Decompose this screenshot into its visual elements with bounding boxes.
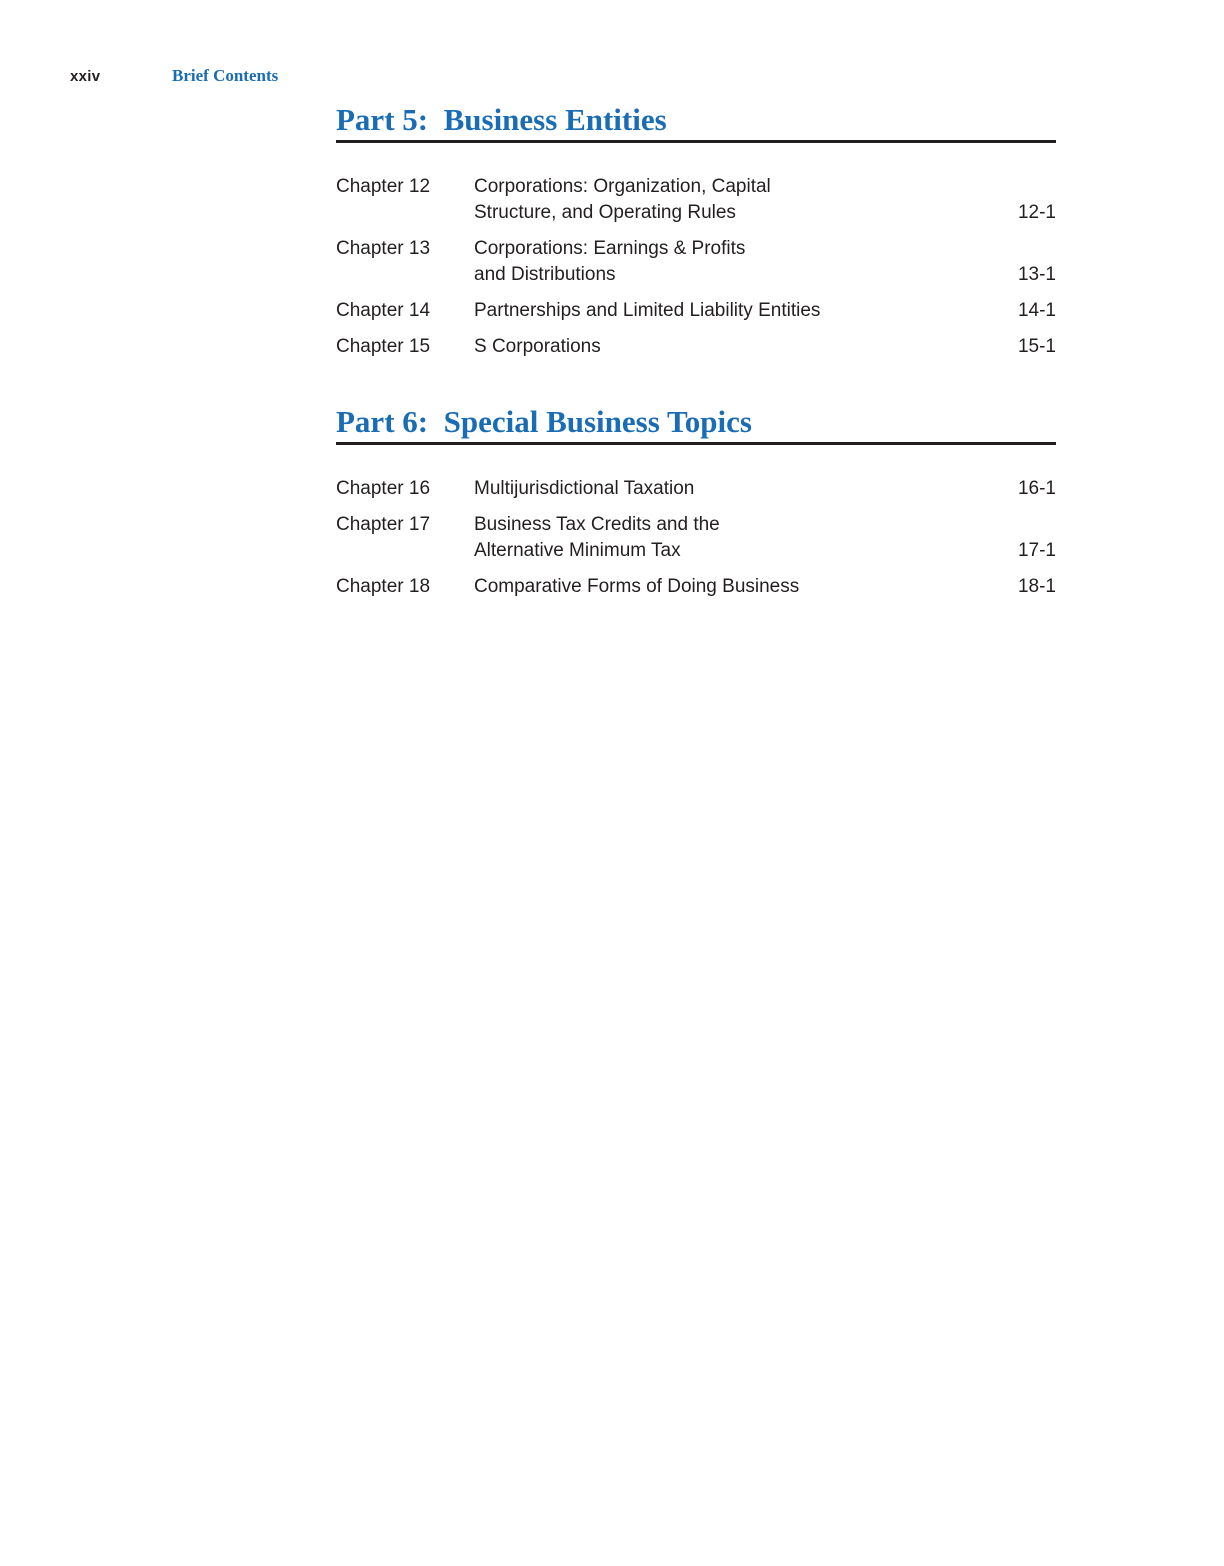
chapter-entry[interactable] <box>336 236 1056 288</box>
chapter-title <box>474 236 954 288</box>
chapter-title-line: S Corporations <box>474 336 601 357</box>
chapter-page: 16-1 <box>1017 478 1056 499</box>
chapter-title-line: Alternative Minimum Tax <box>474 540 681 561</box>
chapter-list <box>336 174 1056 360</box>
brief-contents <box>336 100 1056 610</box>
chapter-title <box>474 512 954 564</box>
part-6 <box>336 402 1056 600</box>
chapter-entry[interactable] <box>336 334 1056 360</box>
chapter-entry[interactable] <box>336 574 1056 600</box>
chapter-entry[interactable] <box>336 298 1056 324</box>
chapter-entry[interactable] <box>336 476 1056 502</box>
running-title: Brief Contents <box>172 66 279 85</box>
chapter-number: Chapter 13 <box>336 238 431 259</box>
chapter-title-line: Corporations: Organization, Capital <box>474 176 771 197</box>
chapter-number: Chapter 16 <box>336 478 431 499</box>
part-5 <box>336 100 1056 360</box>
running-head <box>70 66 370 90</box>
chapter-list <box>336 476 1056 600</box>
part-title: Part 6: Special Business Topics <box>336 402 1056 445</box>
chapter-page: 14-1 <box>1017 300 1056 321</box>
chapter-page: 15-1 <box>1017 336 1056 357</box>
page-number: xxiv <box>70 68 101 85</box>
chapter-title-line: Business Tax Credits and the <box>474 514 720 535</box>
chapter-title-line: Structure, and Operating Rules <box>474 202 736 223</box>
chapter-page: 18-1 <box>1017 576 1056 597</box>
chapter-title <box>474 298 954 324</box>
chapter-title-line: Partnerships and Limited Liability Entities <box>474 300 821 321</box>
chapter-page: 12-1 <box>1017 202 1056 223</box>
chapter-title <box>474 334 954 360</box>
chapter-number: Chapter 15 <box>336 336 431 357</box>
chapter-number: Chapter 14 <box>336 300 431 321</box>
chapter-title-line: Corporations: Earnings & Profits <box>474 238 746 259</box>
chapter-title <box>474 174 954 226</box>
chapter-entry[interactable] <box>336 174 1056 226</box>
chapter-page: 17-1 <box>1017 540 1056 561</box>
chapter-number: Chapter 18 <box>336 576 431 597</box>
chapter-title <box>474 476 954 502</box>
chapter-entry[interactable] <box>336 512 1056 564</box>
chapter-title-line: and Distributions <box>474 264 616 285</box>
part-title: Part 5: Business Entities <box>336 100 1056 143</box>
chapter-number: Chapter 12 <box>336 176 431 197</box>
chapter-title <box>474 574 954 600</box>
chapter-number: Chapter 17 <box>336 514 431 535</box>
chapter-title-line: Multijurisdictional Taxation <box>474 478 695 499</box>
chapter-title-line: Comparative Forms of Doing Business <box>474 576 800 597</box>
chapter-page: 13-1 <box>1017 264 1056 285</box>
